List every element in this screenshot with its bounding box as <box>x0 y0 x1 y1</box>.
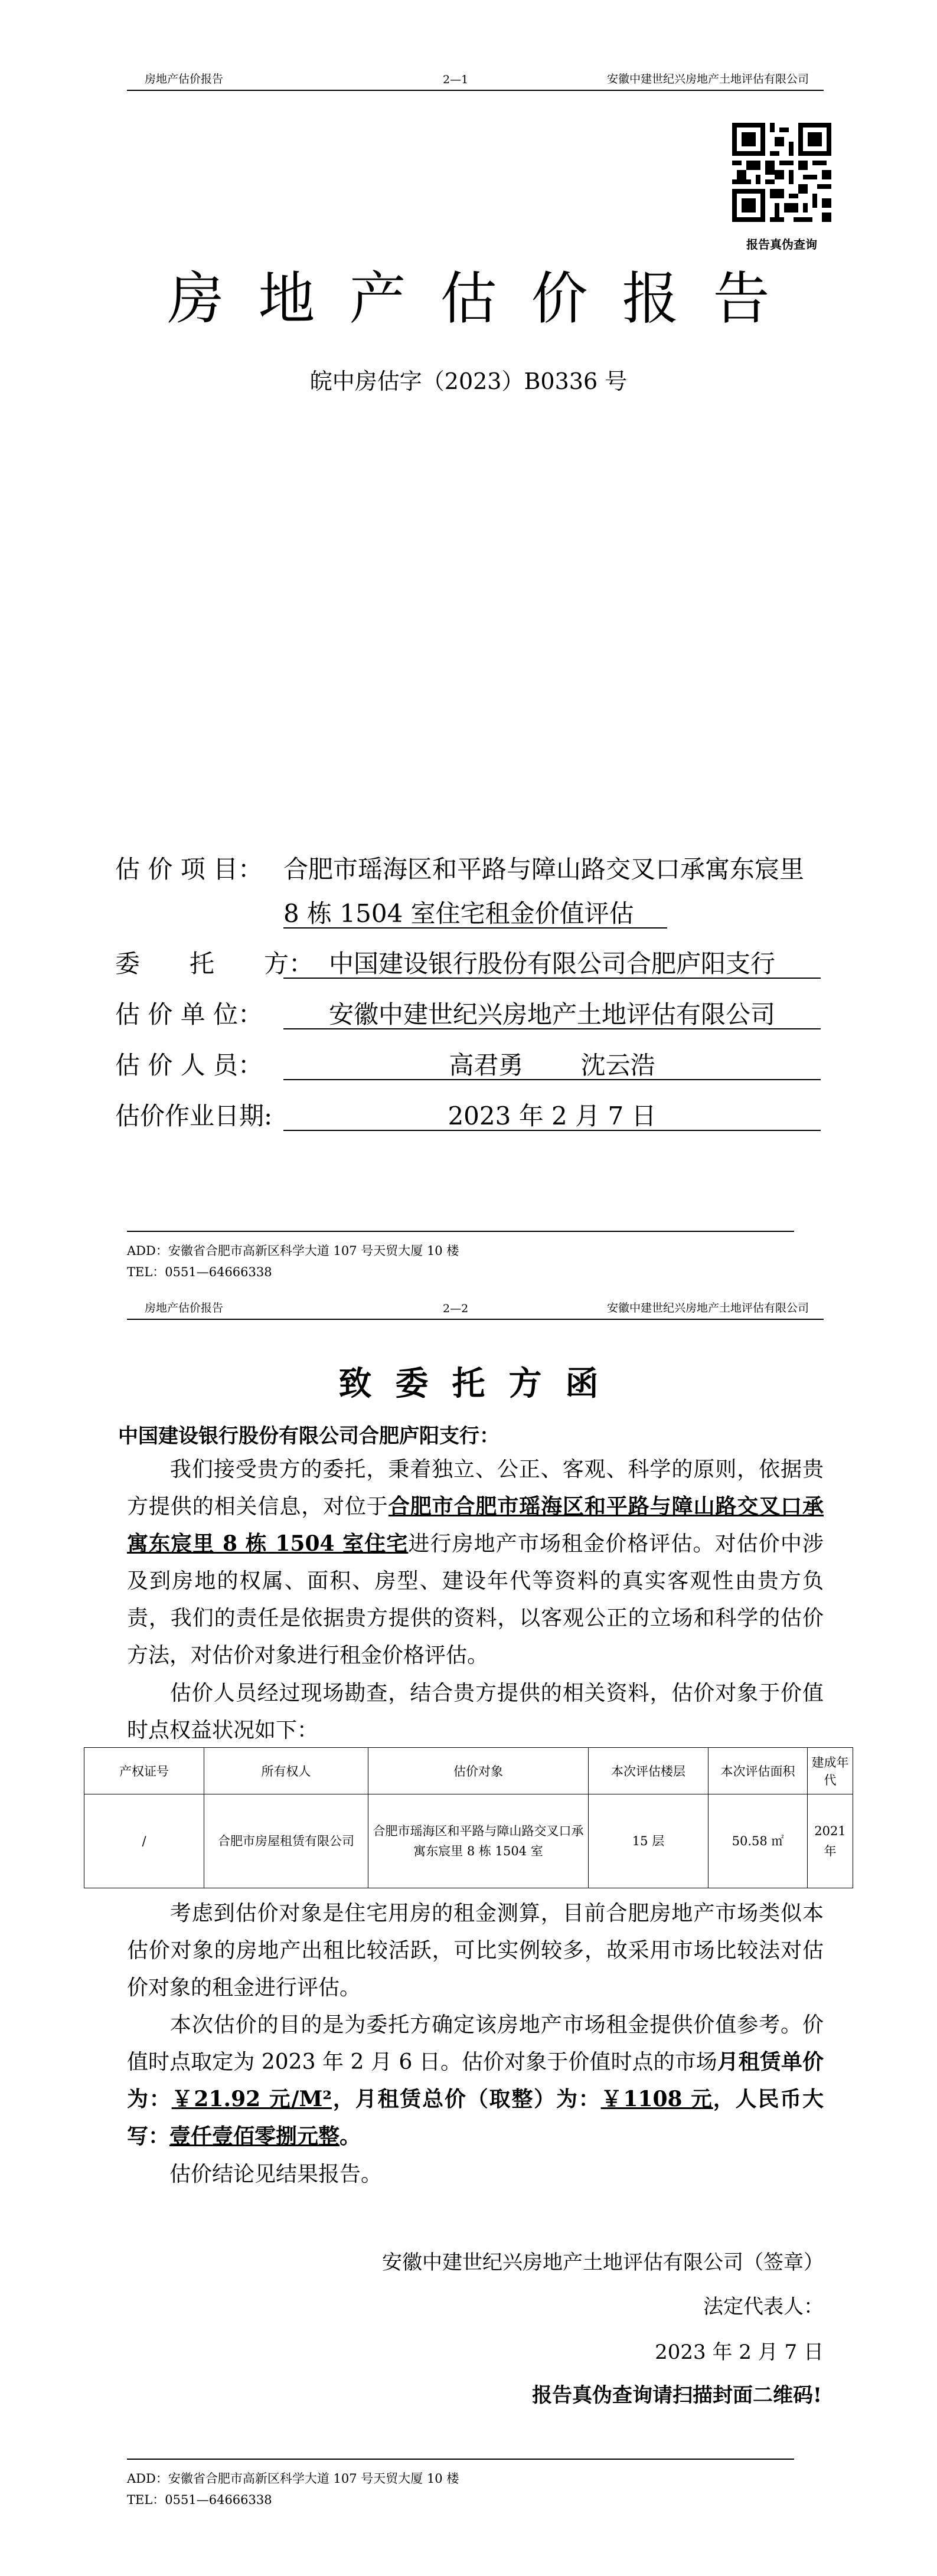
signature-representative: 法定代表人： <box>703 2295 824 2319</box>
table-cell: / <box>84 1794 204 1888</box>
page-footer <box>127 1231 794 1283</box>
table-header: 估价对象 <box>368 1748 589 1794</box>
table-header-row <box>84 1748 853 1794</box>
table-cell: 50.58 ㎡ <box>709 1794 808 1888</box>
paragraph-method: 考虑到估价对象是住宅用房的租金测算，目前合肥房地产市场类似本估价对象的房地产出租比较活跃，可比实例较多，故采用市场比较法对估价对象的租金进行评估。 <box>127 1901 824 2000</box>
property-address: 合肥市合肥市瑶海区和平路与障山路交叉口承寓东宸里 8 栋 1504 室住宅 <box>127 1494 824 1556</box>
letter-addressee: 中国建设银行股份有限公司合肥庐阳支行： <box>118 1424 499 1448</box>
paragraph-status: 估价人员经过现场勘查，结合贵方提供的相关资料，估价对象于价值时点权益状况如下： <box>127 1681 824 1743</box>
header-page-number: 2—2 <box>443 1302 469 1315</box>
document-number: 皖中房估字（2023）B0336 号 <box>309 368 628 394</box>
footer-address: ADD：安徽省合肥市高新区科学大道 107 号天贸大厦 10 楼 <box>127 2472 459 2486</box>
project-label: 估 价 项 目： <box>115 855 263 884</box>
cover-page <box>0 0 937 1287</box>
date-label: 估价作业日期: <box>115 1101 273 1130</box>
table-header: 建成年代 <box>808 1748 853 1794</box>
footer-tel: TEL：0551—64666338 <box>127 1265 272 1279</box>
total-rent-value: ￥1108 元 <box>600 2087 713 2111</box>
table-cell: 合肥市瑶海区和平路与障山路交叉口承寓东宸里 8 栋 1504 室 <box>368 1794 589 1888</box>
page-header <box>127 70 824 91</box>
table-cell: 2021 年 <box>808 1794 853 1888</box>
rights-table <box>84 1747 853 1888</box>
table-header: 产权证号 <box>84 1748 204 1794</box>
verification-note: 报告真伪查询请扫描封面二维码! <box>532 2384 822 2407</box>
qr-code-icon[interactable] <box>732 123 831 222</box>
letter-title: 致委托方函 <box>338 1364 622 1403</box>
date-value: 2023 年 2 月 7 日 <box>283 1097 821 1131</box>
table-cell: 15 层 <box>589 1794 709 1888</box>
header-left: 房地产估价报告 <box>145 1302 224 1315</box>
header-right: 安徽中建世纪兴房地产土地评估有限公司 <box>606 73 809 86</box>
appraisers-label: 估 价 人 员： <box>115 1051 263 1080</box>
table-row <box>84 1794 853 1888</box>
signature-date: 2023 年 2 月 7 日 <box>655 2340 824 2364</box>
signature-company: 安徽中建世纪兴房地产土地评估有限公司（签章） <box>382 2251 824 2274</box>
header-right: 安徽中建世纪兴房地产土地评估有限公司 <box>606 1302 809 1315</box>
footer-address: ADD：安徽省合肥市高新区科学大道 107 号天贸大厦 10 楼 <box>127 1244 459 1258</box>
header-page-number: 2—1 <box>443 73 469 86</box>
table-header: 本次评估面积 <box>709 1748 808 1794</box>
qr-caption: 报告真伪查询 <box>746 237 817 251</box>
paragraph-conclusion: 估价结论见结果报告。 <box>169 2162 383 2186</box>
client-value: 中国建设银行股份有限公司合肥庐阳支行 <box>283 944 821 979</box>
total-rent-words: 壹仟壹佰零捌元整 <box>169 2124 340 2149</box>
table-header: 本次评估楼层 <box>589 1748 709 1794</box>
appraiser-org-label: 估 价 单 位： <box>115 1000 263 1029</box>
header-left: 房地产估价报告 <box>145 73 224 86</box>
client-label: 委 托 方： <box>115 949 314 978</box>
page-header-2 <box>127 1299 824 1320</box>
project-value-line2: 8 栋 1504 室住宅租金价值评估 <box>283 894 667 929</box>
appraiser-org-value: 安徽中建世纪兴房地产土地评估有限公司 <box>283 995 821 1029</box>
project-value-line1: 合肥市瑶海区和平路与障山路交叉口承寓东宸里 <box>283 855 805 884</box>
footer-tel: TEL：0551—64666338 <box>127 2493 272 2507</box>
table-header: 所有权人 <box>204 1748 368 1794</box>
page-footer-2 <box>127 2459 794 2510</box>
report-title: 房地产估价报告 <box>167 266 804 332</box>
table-cell: 合肥市房屋租赁有限公司 <box>204 1794 368 1888</box>
unit-rent-value: ￥21.92 元/M² <box>171 2087 332 2111</box>
paragraph-result: 本次估价的目的是为委托方确定该房地产市场租金提供价值参考。价值时点取定为 2023 年 2 月 6 日。估价对象于价值时点的市场月租赁单价为：￥21.92 元/M²，月租赁总价（取整）为：￥1108 元，人民币大写：壹仟壹佰零捌元整。 <box>127 2013 824 2149</box>
appraisers-value: 高君勇 沈云浩 <box>283 1046 821 1080</box>
paragraph-intro: 我们接受贵方的委托，秉着独立、公正、客观、科学的原则，依据贵方提供的相关信息，对位于合肥市合肥市瑶海区和平路与障山路交叉口承寓东宸里 8 栋 1504 室住宅进行房地产市场租金价格评估。对估价中涉及到房地的权属、面积、房型、建设年代等资料的真实客观性由贵方负责，我们的责任是依据贵方提供的资料，以客观公正的立场和科学的估价方法，对估价对象进行租金价格评估。 <box>127 1457 824 1668</box>
